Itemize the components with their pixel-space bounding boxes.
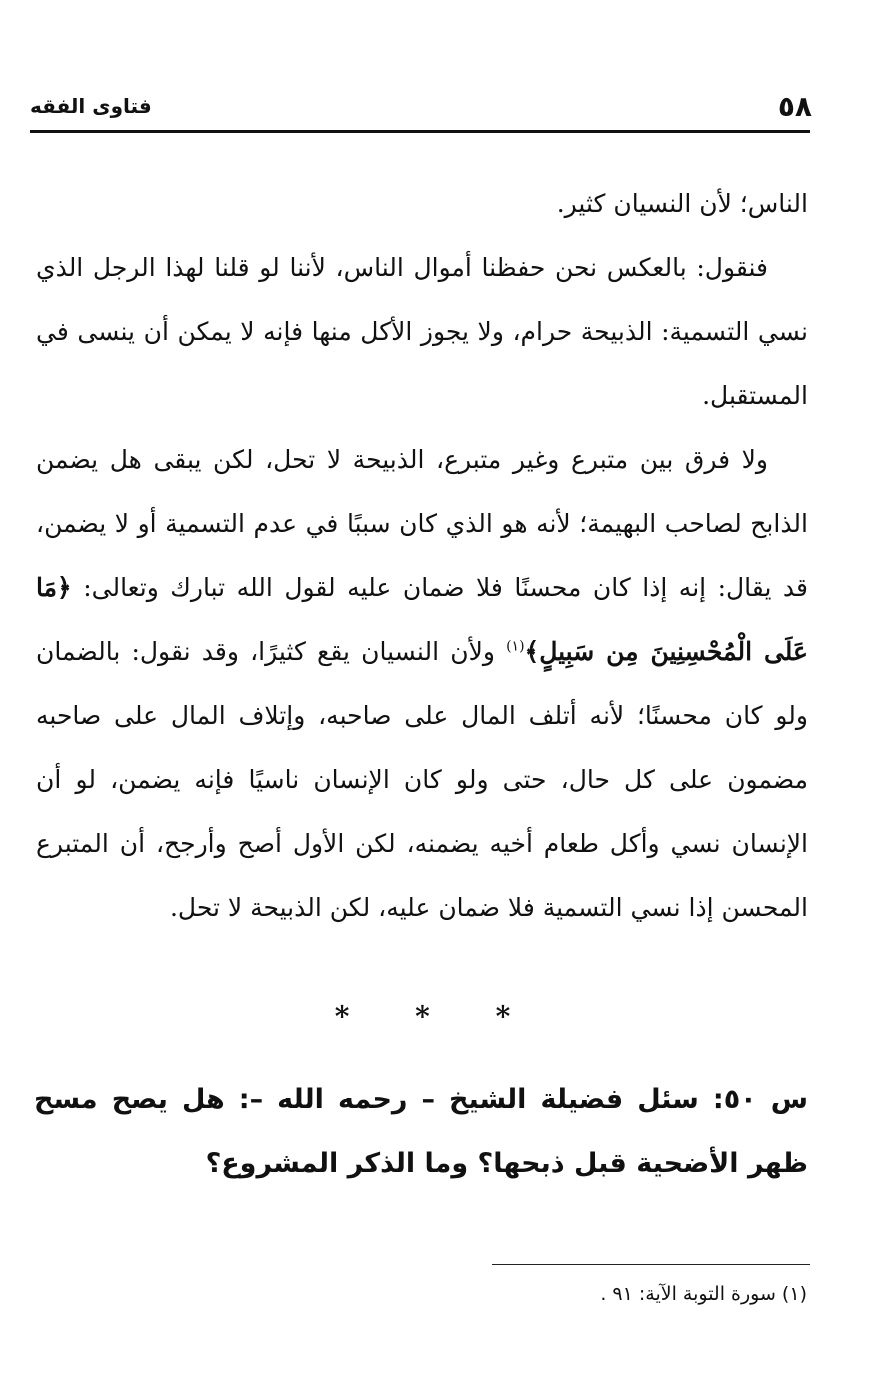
running-title: فتاوى الفقه	[30, 94, 152, 118]
page-number: ٥٨	[777, 90, 812, 123]
paragraph-3	[36, 428, 808, 940]
footnote-reference: (١)	[506, 638, 525, 655]
main-text	[36, 172, 808, 940]
footnote-divider	[492, 1264, 810, 1265]
question-heading: س ٥٠: سئل فضيلة الشيخ – رحمه الله –: هل يصح مسح ظهر الأضحية قبل ذبحها؟ وما الذكر المشروع؟	[34, 1084, 808, 1179]
section-separator: * * *	[334, 1000, 539, 1033]
page-header	[30, 92, 812, 132]
paragraph-continuation: الناس؛ لأن النسيان كثير.	[556, 189, 808, 218]
footnote: (١) سورة التوبة الآية: ٩١ .	[600, 1283, 807, 1305]
paragraph-2: فنقول: بالعكس نحن حفظنا أموال الناس، لأننا لو قلنا لهذا الرجل الذي نسي التسمية: الذبيحة حرام، ولا يجوز الأكل منها فإنه لا يمكن أن ينسى في المستقبل.	[36, 253, 808, 410]
quran-verse: ﴿مَا عَلَى الْمُحْسِنِينَ مِن سَبِيلٍ﴾	[36, 573, 808, 666]
header-divider	[30, 130, 810, 133]
paragraph-3-text-b: ولأن النسيان يقع كثيرًا، وقد نقول: بالضمان ولو كان محسنًا؛ لأنه أتلف المال على صاحبه، وإتلاف المال على صاحبه مضمون على كل حال، حتى ولو كان الإنسان ناسيًا فإنه يضمن، لو أن الإنسان نسي وأكل طعام أخيه يضمنه، لكن الأول أصح وأرجح، أن المتبرع المحسن إذا نسي التسمية فلا ضمان عليه، لكن الذبيحة لا تحل.	[36, 637, 808, 922]
paragraph-3-text-a: ولا فرق بين متبرع وغير متبرع، الذبيحة لا تحل، لكن يبقى هل يضمن الذابح لصاحب البهيمة؛ لأنه هو الذي كان سببًا في عدم التسمية أو لا يضمن، قد يقال: إنه إذا كان محسنًا فلا ضمان عليه لقول الله تبارك وتعالى:	[36, 445, 808, 602]
